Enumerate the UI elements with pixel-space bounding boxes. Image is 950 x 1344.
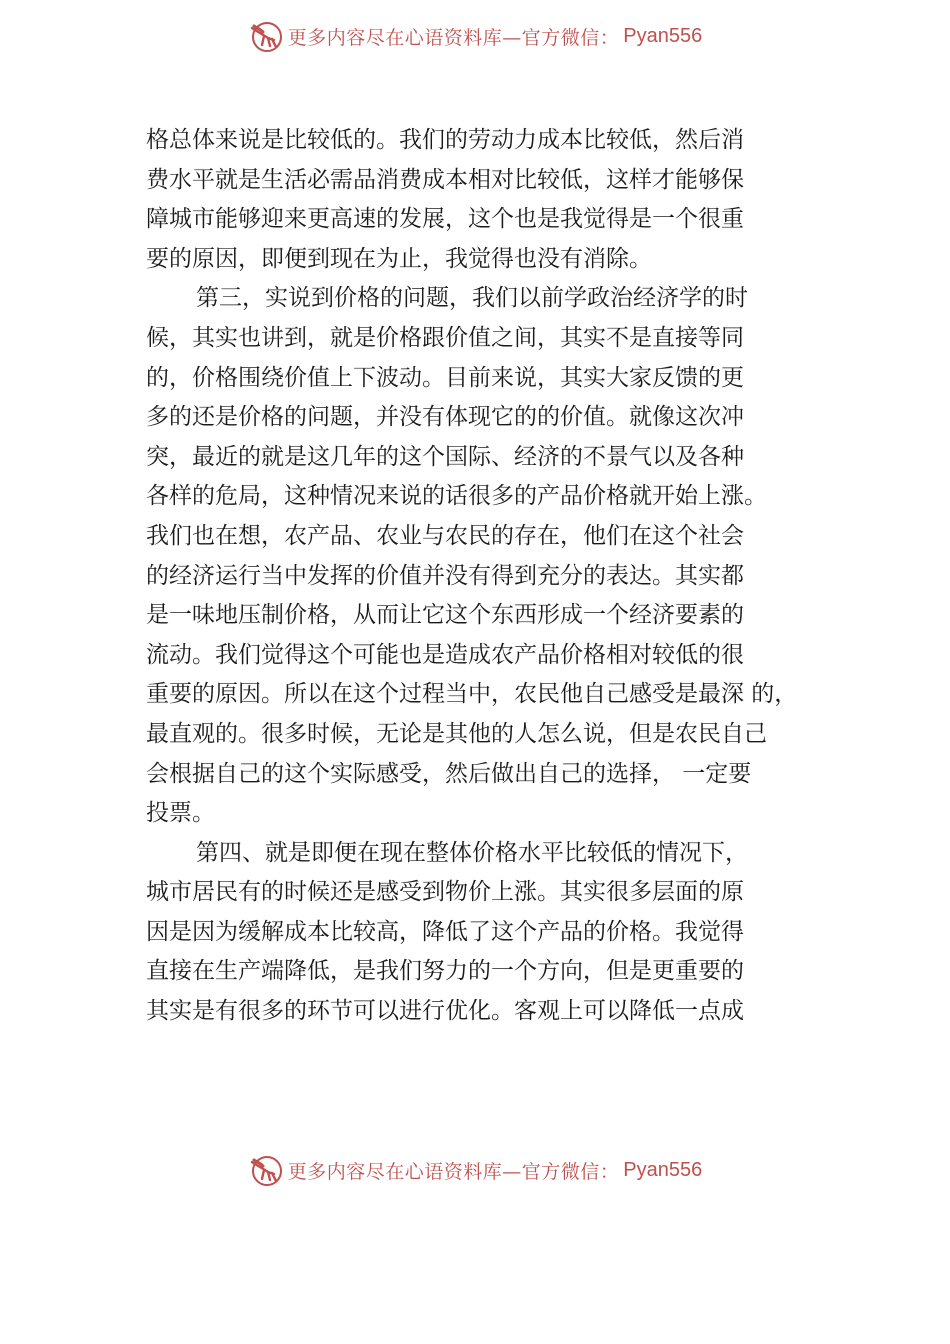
- watermark-wechat-id: Pyan556: [623, 1158, 703, 1181]
- text-line: 会根据自己的这个实际感受，然后做出自己的选择， 一定要: [146, 760, 752, 787]
- text-line: 突，最近的就是这几年的这个国际、经济的不景气以及各种: [146, 443, 744, 470]
- text-line: 格总体来说是比较低的。我们的劳动力成本比较低，然后消: [146, 127, 744, 153]
- text-line: 是一味地压制价格，从而让它这个东西形成一个经济要素的: [146, 602, 744, 629]
- footer-watermark: [0, 1150, 950, 1190]
- text-line: 的经济运行当中发挥的价值并没有得到充分的表达。其实都: [146, 562, 744, 589]
- text-line: 候，其实也讲到，就是价格跟价值之间，其实不是直接等同: [146, 324, 744, 351]
- text-line: 费水平就是生活必需品消费成本相对比较低，这样才能够保: [146, 166, 744, 193]
- text-line: 的，价格围绕价值上下波动。目前来说，其实大家反馈的更: [146, 364, 744, 391]
- text-line: 各样的危局，这种情况来说的话很多的产品价格就开始上涨。: [146, 483, 767, 510]
- text-line: 城市居民有的时候还是感受到物价上涨。其实很多层面的原: [146, 879, 744, 906]
- hand-logo-icon: [248, 18, 284, 54]
- text-line: 其实是有很多的环节可以进行优化。客观上可以降低一点成: [146, 998, 744, 1025]
- text-line: 第三，实说到价格的问题，我们以前学政治经济学的时: [196, 285, 748, 312]
- text-line: 第四、就是即便在现在整体价格水平比较低的情况下，: [196, 839, 748, 866]
- watermark-wechat-id: Pyan556: [623, 24, 703, 47]
- text-line: 直接在生产端降低，是我们努力的一个方向，但是更重要的: [146, 958, 744, 985]
- text-line: 流动。我们觉得这个可能也是造成农产品价格相对较低的很: [146, 641, 744, 668]
- text-line: 投票。: [146, 800, 215, 827]
- hand-logo-icon: [248, 1152, 284, 1188]
- document-body: [146, 121, 846, 1032]
- text-line: 多的还是价格的问题，并没有体现它的的价值。就像这次冲: [146, 404, 744, 431]
- text-line: 障城市能够迎来更高速的发展，这个也是我觉得是一个很重: [146, 206, 744, 233]
- watermark-text: 更多内容尽在心语资料库—官方微信：: [287, 26, 620, 49]
- text-line: 重要的原因。所以在这个过程当中，农民他自己感受是最深 的，: [146, 681, 798, 708]
- watermark-text: 更多内容尽在心语资料库—官方微信：: [287, 1160, 620, 1183]
- header-watermark: [0, 16, 950, 56]
- text-line: 因是因为缓解成本比较高，降低了这个产品的价格。我觉得: [146, 918, 744, 945]
- text-line: 最直观的。很多时候，无论是其他的人怎么说，但是农民自己: [146, 720, 767, 747]
- text-line: 我们也在想，农产品、农业与农民的存在，他们在这个社会: [146, 522, 744, 549]
- text-line: 要的原因，即便到现在为止，我觉得也没有消除。: [146, 245, 652, 272]
